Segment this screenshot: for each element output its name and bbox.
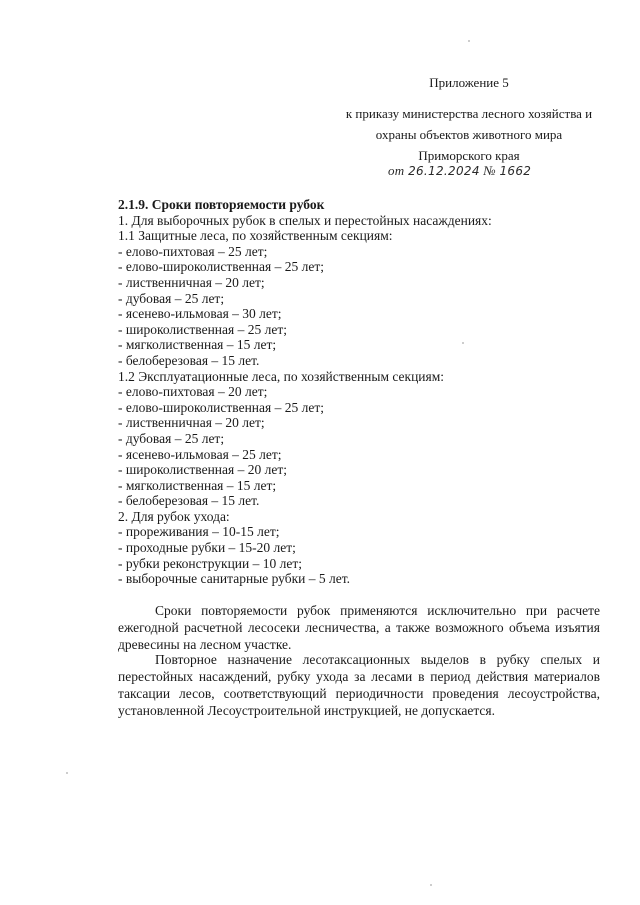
section-line: - ясенево-ильмовая – 25 лет; <box>118 446 282 462</box>
order-number-label: № <box>483 163 496 178</box>
section-line: - елово-пихтовая – 20 лет; <box>118 384 268 400</box>
scan-speck <box>66 772 68 774</box>
section-line: - дубовая – 25 лет; <box>118 290 225 306</box>
paragraph-text: Повторное назначение лесотаксационных выделов в рубку спелых и перестойных насаждений, рубку ухода за лесами в период действия материалов таксации лесов, соответствующий периодичности проведения лесоустройства, установленной Лесоустроительной инструкцией, не допускается. <box>118 652 600 718</box>
paragraph-application <box>118 602 600 653</box>
section-content <box>118 197 600 587</box>
scan-speck <box>430 884 432 886</box>
section-heading: 2.1.9. Сроки повторяемости рубок <box>118 197 325 212</box>
section-line: - дубовая – 25 лет; <box>118 430 225 446</box>
section-line: - выборочные санитарные рубки – 5 лет. <box>118 571 351 587</box>
section-line: - белоберезовая – 15 лет. <box>118 352 260 368</box>
section-line: - широколиственная – 25 лет; <box>118 321 287 337</box>
section-line: - мягколиственная – 15 лет; <box>118 477 277 493</box>
order-prefix: от <box>388 163 405 178</box>
appendix-title: Приложение 5 <box>429 75 509 90</box>
appendix-line: к приказу министерства лесного хозяйства и <box>345 106 593 121</box>
section-line: - елово-пихтовая – 25 лет; <box>118 243 268 259</box>
section-line: - лиственничная – 20 лет; <box>118 415 265 431</box>
order-reference <box>388 163 531 179</box>
scan-speck <box>468 40 470 42</box>
order-number: 1662 <box>499 164 532 178</box>
section-line: - рубки реконструкции – 10 лет; <box>118 555 302 571</box>
section-line: 1. Для выборочных рубок в спелых и перестойных насаждениях: <box>118 212 492 228</box>
section-line: 2. Для рубок ухода: <box>118 508 230 524</box>
appendix-line: Приморского края <box>418 148 520 163</box>
section-line: - ясенево-ильмовая – 30 лет; <box>118 306 282 322</box>
scan-speck <box>462 342 464 344</box>
section-line: - прореживания – 10-15 лет; <box>118 524 280 540</box>
appendix-header <box>338 72 600 166</box>
section-line: - елово-широколиственная – 25 лет; <box>118 259 324 275</box>
section-line: - проходные рубки – 15-20 лет; <box>118 540 296 556</box>
section-line: - широколиственная – 20 лет; <box>118 462 287 478</box>
appendix-line: охраны объектов животного мира <box>375 127 563 142</box>
order-date: 26.12.2024 <box>408 164 480 178</box>
paragraph-text: Сроки повторяемости рубок применяются исключительно при расчете ежегодной расчетной лесосеки лесничества, а также возможного объема изъятия древесины на лесном участке. <box>118 603 600 652</box>
section-line: - белоберезовая – 15 лет. <box>118 493 260 509</box>
paragraph-restriction <box>118 651 600 719</box>
section-line: - елово-широколиственная – 25 лет; <box>118 399 324 415</box>
section-line: - мягколиственная – 15 лет; <box>118 337 277 353</box>
section-line: 1.1 Защитные леса, по хозяйственным секциям: <box>118 228 393 244</box>
section-line: 1.2 Эксплуатационные леса, по хозяйственным секциям: <box>118 368 445 384</box>
section-line: - лиственничная – 20 лет; <box>118 274 265 290</box>
